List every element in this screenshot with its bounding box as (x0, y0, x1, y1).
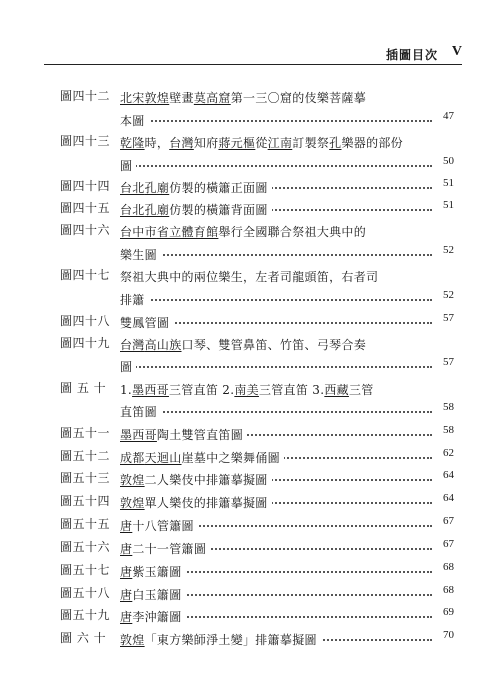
entry-title (120, 565, 186, 579)
entry-title (120, 270, 382, 284)
title-segment: 1. (120, 383, 133, 397)
figure-label: 圖五十五 (60, 517, 111, 531)
title-segment: 江南 (267, 136, 293, 150)
entry-page-number: 62 (439, 447, 454, 459)
dot-leader (120, 120, 432, 122)
entry-title (120, 519, 198, 533)
entry-title (120, 136, 407, 150)
title-segment: 知府 (193, 136, 219, 150)
title-segment: 三管直笛 2. (168, 383, 235, 397)
entry-line (120, 469, 454, 485)
figure-label: 圖五十七 (60, 563, 111, 577)
entry-line (120, 515, 454, 531)
title-segment: 直笛圖 (120, 405, 157, 419)
title-segment: 高山族 (144, 338, 182, 352)
entry-line (120, 379, 454, 395)
figure-label: 圖四十二 (60, 89, 111, 103)
title-segment: 敦煌 (120, 633, 145, 647)
title-segment: 孔廟 (144, 181, 170, 195)
entry-line (120, 424, 454, 440)
entry-title (120, 316, 173, 330)
figure-label: 圖四十三 (60, 134, 111, 148)
title-segment: 省立體育館 (156, 225, 219, 239)
entry-title (120, 496, 272, 510)
entry-title (120, 588, 186, 602)
entry-line (120, 87, 454, 103)
entry-line (120, 266, 454, 282)
title-segment: 三管直笛 3. (258, 383, 325, 397)
dot-leader (120, 165, 432, 167)
entry-page-number: 68 (439, 561, 454, 573)
dot-leader (120, 299, 432, 301)
title-segment: 排簫 (120, 293, 145, 307)
entry-line (120, 629, 454, 645)
title-segment: 墨西哥 (132, 383, 169, 397)
title-segment: 陶土雙管直笛圖 (156, 428, 244, 442)
title-segment: 本圖 (120, 114, 145, 128)
figure-label: 圖四十六 (60, 223, 111, 237)
figure-label: 圖五十六 (60, 540, 111, 554)
title-segment: 天迴山 (144, 451, 182, 465)
page-number: V (451, 44, 462, 59)
entry-line (120, 447, 454, 463)
title-segment: 李沖簫圖 (132, 610, 182, 624)
entry-page-number: 57 (439, 312, 454, 324)
title-segment: 樂生圖 (120, 248, 157, 262)
entry-page-number: 57 (439, 356, 454, 368)
figure-label: 圖四十七 (60, 268, 111, 282)
title-segment: 「東方樂師淨土變」排簫摹擬圖 (144, 633, 317, 647)
entry-line (120, 538, 454, 554)
title-segment: 單人樂伎的排簫摹擬圖 (144, 496, 268, 510)
title-segment: 第一三〇窟的伎樂菩薩摹 (230, 91, 367, 105)
figure-label: 圖四十八 (60, 314, 111, 328)
title-segment: 孔廟 (144, 203, 170, 217)
title-segment: 台灣 (169, 136, 194, 150)
title-segment: 樂器的部份 (341, 136, 403, 150)
entry-title (120, 114, 149, 128)
figure-label: 圖 六 十 (60, 631, 107, 645)
title-segment: 台北 (120, 203, 145, 217)
entry-title (120, 225, 370, 239)
entry-line (120, 289, 454, 305)
title-segment: 西藏 (324, 383, 349, 397)
title-segment: 莫高窟 (193, 91, 231, 105)
title-segment: 唐 (120, 610, 133, 624)
entry-title (120, 248, 161, 262)
section-title: 插圖目次 (385, 48, 438, 62)
entry-page-number: 64 (439, 469, 454, 481)
title-segment: 南美 (234, 383, 259, 397)
title-segment: 圖 (120, 360, 133, 374)
title-segment: 台灣 (120, 338, 145, 352)
figure-label: 圖五十四 (60, 494, 111, 508)
entry-page-number: 51 (439, 199, 454, 211)
title-segment: 孔 (329, 136, 342, 150)
entry-title (120, 91, 370, 105)
entry-page-number: 51 (439, 177, 454, 189)
title-segment: 北宋 (120, 91, 145, 105)
entry-page-number: 58 (439, 424, 454, 436)
title-segment: 舉行全國聯合祭祖大典中的 (218, 225, 367, 239)
entry-line (120, 177, 454, 193)
entry-line (120, 401, 454, 417)
figure-label: 圖五十一 (60, 426, 111, 440)
figure-label: 圖四十五 (60, 201, 111, 215)
entry-line (120, 221, 454, 237)
entry-line (120, 492, 454, 508)
dot-leader (120, 366, 432, 368)
title-segment: 三管 (348, 383, 374, 397)
title-segment: 敦煌 (120, 496, 145, 510)
title-segment: 唐 (120, 565, 133, 579)
dot-leader (120, 411, 432, 413)
title-segment: 從 (255, 136, 268, 150)
title-segment: 蔣元樞 (218, 136, 256, 150)
entry-title (120, 428, 247, 442)
title-segment: 台北 (120, 181, 145, 195)
title-segment: 圖 (120, 159, 133, 173)
entry-page-number: 52 (439, 244, 454, 256)
title-segment: 白玉簫圖 (132, 588, 182, 602)
title-segment: 唐 (120, 542, 133, 556)
title-segment: 仿製的橫簫正面圖 (169, 181, 268, 195)
entry-line (120, 561, 454, 577)
entry-line (120, 155, 454, 171)
entry-line (120, 584, 454, 600)
title-segment: 訂製祭 (292, 136, 330, 150)
title-segment: 唐 (120, 519, 133, 533)
entry-title (120, 338, 370, 352)
entry-line (120, 244, 454, 260)
title-segment: 唐 (120, 588, 133, 602)
entry-page-number: 67 (439, 538, 454, 550)
title-segment: 仿製的橫簫背面圖 (169, 203, 268, 217)
title-segment: 壁畫 (169, 91, 194, 105)
entry-line (120, 199, 454, 215)
title-segment: 台中市 (120, 225, 157, 239)
entry-page-number: 68 (439, 584, 454, 596)
title-segment: 雙鳳管圖 (120, 316, 170, 330)
entry-page-number: 67 (439, 515, 454, 527)
entry-title (120, 633, 321, 647)
figure-label: 圖五十二 (60, 449, 111, 463)
title-segment: 時， (144, 136, 170, 150)
figure-label: 圖四十九 (60, 336, 111, 350)
title-segment: 敦煌 (144, 91, 170, 105)
entry-page-number: 64 (439, 492, 454, 504)
entry-page-number: 69 (439, 606, 454, 618)
entry-line (120, 606, 454, 622)
title-segment: 敦煌 (120, 473, 145, 487)
figure-label: 圖五十九 (60, 608, 111, 622)
entry-title (120, 293, 149, 307)
entry-line (120, 132, 454, 148)
title-segment: 紫玉簫圖 (132, 565, 182, 579)
title-segment: 祭祖大典中的兩位樂生，左者司龍頭笛，右者司 (120, 270, 379, 284)
figure-label: 圖四十四 (60, 179, 111, 193)
entry-page-number: 47 (439, 110, 454, 122)
entry-title (120, 181, 272, 195)
entry-line (120, 334, 454, 350)
entry-title (120, 383, 378, 397)
entry-page-number: 58 (439, 401, 454, 413)
entry-title (120, 473, 272, 487)
title-segment: 成都 (120, 451, 145, 465)
title-segment: 二人樂伎中排簫摹擬圖 (144, 473, 268, 487)
title-segment: 口琴、雙管鼻笛、竹笛、弓琴合奏 (181, 338, 367, 352)
title-segment: 乾隆 (120, 136, 145, 150)
figure-label: 圖五十三 (60, 471, 111, 485)
entry-page-number: 70 (439, 629, 454, 641)
title-segment: 墨西哥 (120, 428, 157, 442)
entry-line (120, 312, 454, 328)
figure-label: 圖五十八 (60, 586, 111, 600)
entry-page-number: 50 (439, 155, 454, 167)
entry-title (120, 610, 186, 624)
entry-title (120, 542, 210, 556)
figure-label: 圖 五 十 (60, 381, 107, 395)
entry-title (120, 405, 161, 419)
entry-line (120, 110, 454, 126)
title-segment: 十八管簫圖 (132, 519, 194, 533)
entry-title (120, 451, 284, 465)
title-segment: 崖墓中之樂舞俑圖 (181, 451, 280, 465)
entry-page-number: 52 (439, 289, 454, 301)
entry-title (120, 360, 136, 374)
entry-line (120, 356, 454, 372)
title-segment: 二十一管簫圖 (132, 542, 207, 556)
entry-title (120, 159, 136, 173)
dot-leader (120, 254, 432, 256)
entry-title (120, 203, 272, 217)
